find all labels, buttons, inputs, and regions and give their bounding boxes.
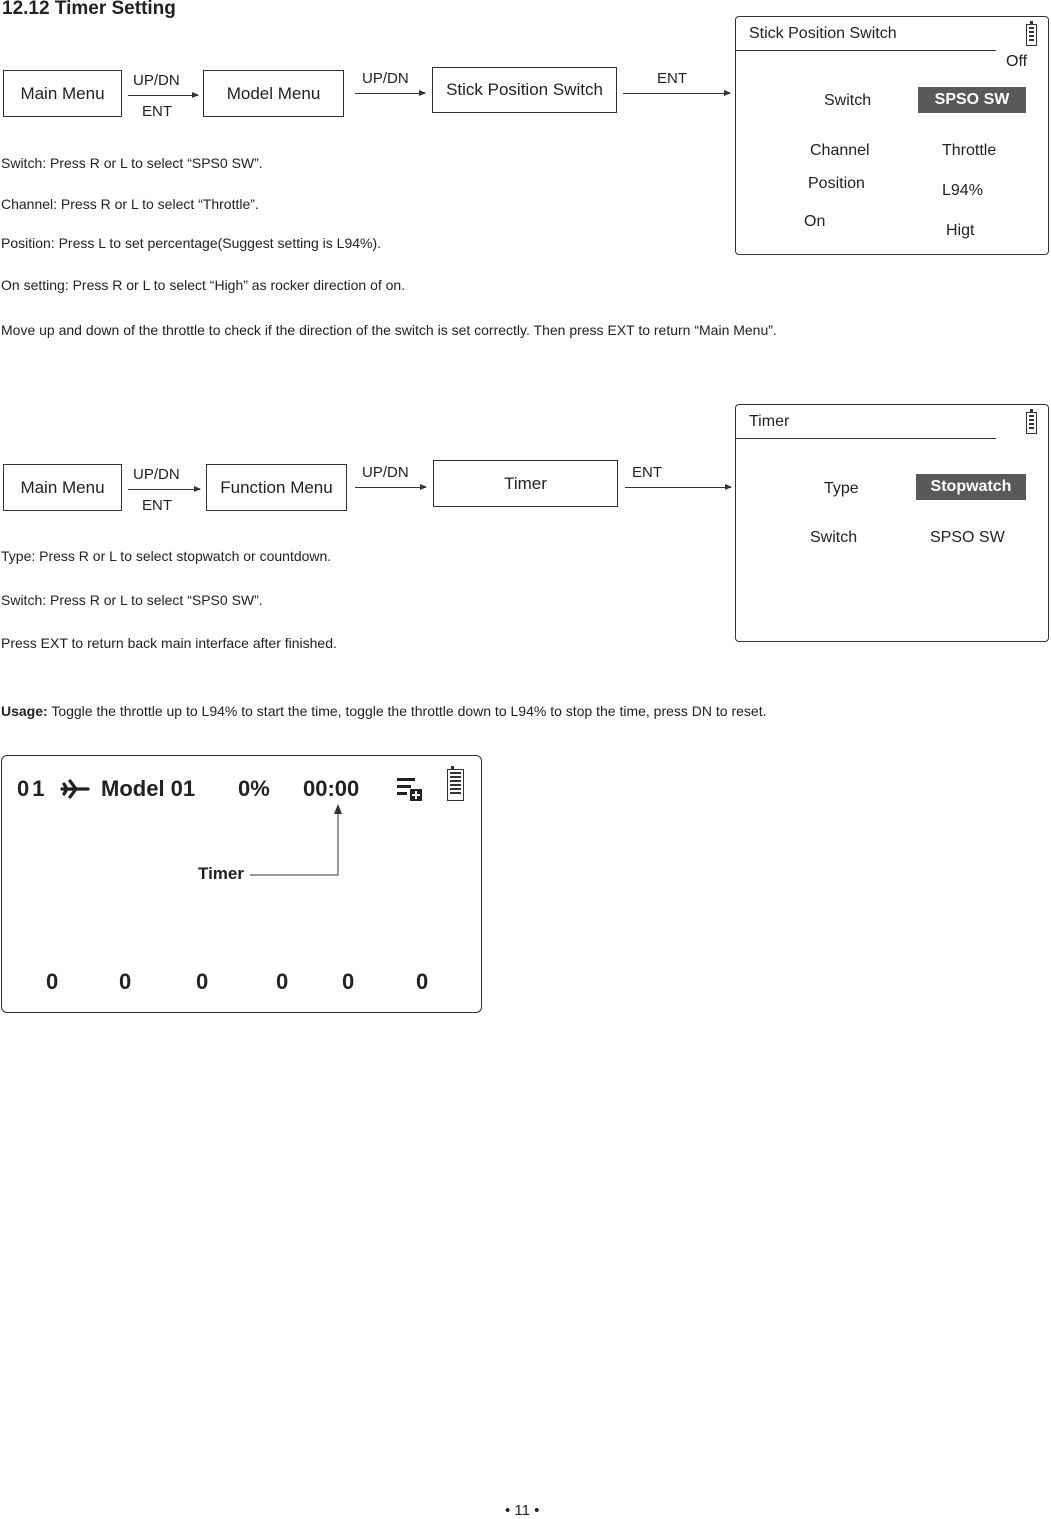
ent-label: ENT <box>142 103 172 120</box>
timer-callout-label: Timer <box>198 864 244 883</box>
note-on-setting: On setting: Press R or L to select “High” as rocker direction of on. <box>1 277 406 293</box>
screen-title: Stick Position Switch <box>749 25 897 42</box>
model-menu-box: Model Menu <box>203 70 344 117</box>
switch-label: Switch <box>810 529 858 546</box>
model-number: 01 <box>17 776 48 801</box>
usage-text: Toggle the throttle up to L94% to start the time, toggle the throttle down to L94% to stop the time, press DN to reset. <box>47 703 767 719</box>
channel-value: Throttle <box>942 142 997 159</box>
ent-label: ENT <box>657 70 687 87</box>
switch-value: SPSO SW <box>930 529 1005 546</box>
model-memory-icon <box>395 775 425 803</box>
function-menu-box: Function Menu <box>206 464 347 511</box>
main-menu-box: Main Menu <box>3 70 122 117</box>
usage-label: Usage: <box>1 703 48 719</box>
ent-label: ENT <box>632 464 662 481</box>
timer-screen <box>735 404 1049 642</box>
type-value: Stopwatch <box>916 474 1026 500</box>
channel-label: Channel <box>810 142 870 159</box>
ent-label: ENT <box>142 497 172 514</box>
arrow-right-icon <box>623 93 730 94</box>
title-divider <box>736 438 996 439</box>
on-label: On <box>804 213 826 230</box>
note-switch: Switch: Press R or L to select “SPS0 SW”. <box>1 592 263 608</box>
throttle-percent: 0% <box>238 776 270 801</box>
channel-value-6: 0 <box>416 969 429 994</box>
arrow-right-icon <box>128 489 200 490</box>
page-number: • 11 • <box>505 1502 540 1519</box>
arrow-right-icon <box>625 487 731 488</box>
timer-display: 00:00 <box>303 776 360 801</box>
timer-callout-arrow <box>240 800 350 880</box>
stick-position-switch-box: Stick Position Switch <box>432 67 617 113</box>
stick-position-switch-screen <box>735 16 1049 255</box>
airplane-icon <box>60 778 90 800</box>
channel-value-2: 0 <box>119 969 132 994</box>
switch-label: Switch <box>824 92 872 109</box>
note-type: Type: Press R or L to select stopwatch or countdown. <box>1 548 332 564</box>
battery-icon <box>1026 412 1037 434</box>
position-label: Position <box>808 175 865 192</box>
usage-note <box>1 703 767 719</box>
off-label: Off <box>1006 53 1028 70</box>
timer-box: Timer <box>433 460 618 507</box>
arrow-right-icon <box>355 487 426 488</box>
title-divider <box>736 50 996 51</box>
arrow-right-icon <box>355 93 425 94</box>
updn-label: UP/DN <box>362 464 409 481</box>
channel-value-3: 0 <box>196 969 209 994</box>
model-name: Model 01 <box>101 776 196 801</box>
updn-label: UP/DN <box>362 70 409 87</box>
channel-value-5: 0 <box>342 969 355 994</box>
position-value: L94% <box>942 182 983 199</box>
note-channel: Channel: Press R or L to select “Throttle”. <box>1 196 259 212</box>
on-value: Higt <box>946 222 975 239</box>
note-check-direction: Move up and down of the throttle to check if the direction of the switch is set correctly. Then press EXT to return “Main Menu”. <box>1 322 777 338</box>
battery-icon <box>1026 24 1037 46</box>
switch-value: SPSO SW <box>918 87 1026 113</box>
main-menu-box: Main Menu <box>3 464 122 511</box>
arrow-right-icon <box>128 95 198 96</box>
section-title: 12.12 Timer Setting <box>2 0 176 19</box>
channel-value-4: 0 <box>276 969 289 994</box>
note-position: Position: Press L to set percentage(Suggest setting is L94%). <box>1 235 382 251</box>
updn-label: UP/DN <box>133 466 180 483</box>
updn-label: UP/DN <box>133 72 180 89</box>
note-switch: Switch: Press R or L to select “SPS0 SW”. <box>1 155 263 171</box>
note-return: Press EXT to return back main interface after finished. <box>1 635 337 651</box>
type-label: Type <box>824 480 859 497</box>
screen-title: Timer <box>749 413 790 430</box>
battery-icon <box>447 769 464 801</box>
channel-value-1: 0 <box>46 969 59 994</box>
